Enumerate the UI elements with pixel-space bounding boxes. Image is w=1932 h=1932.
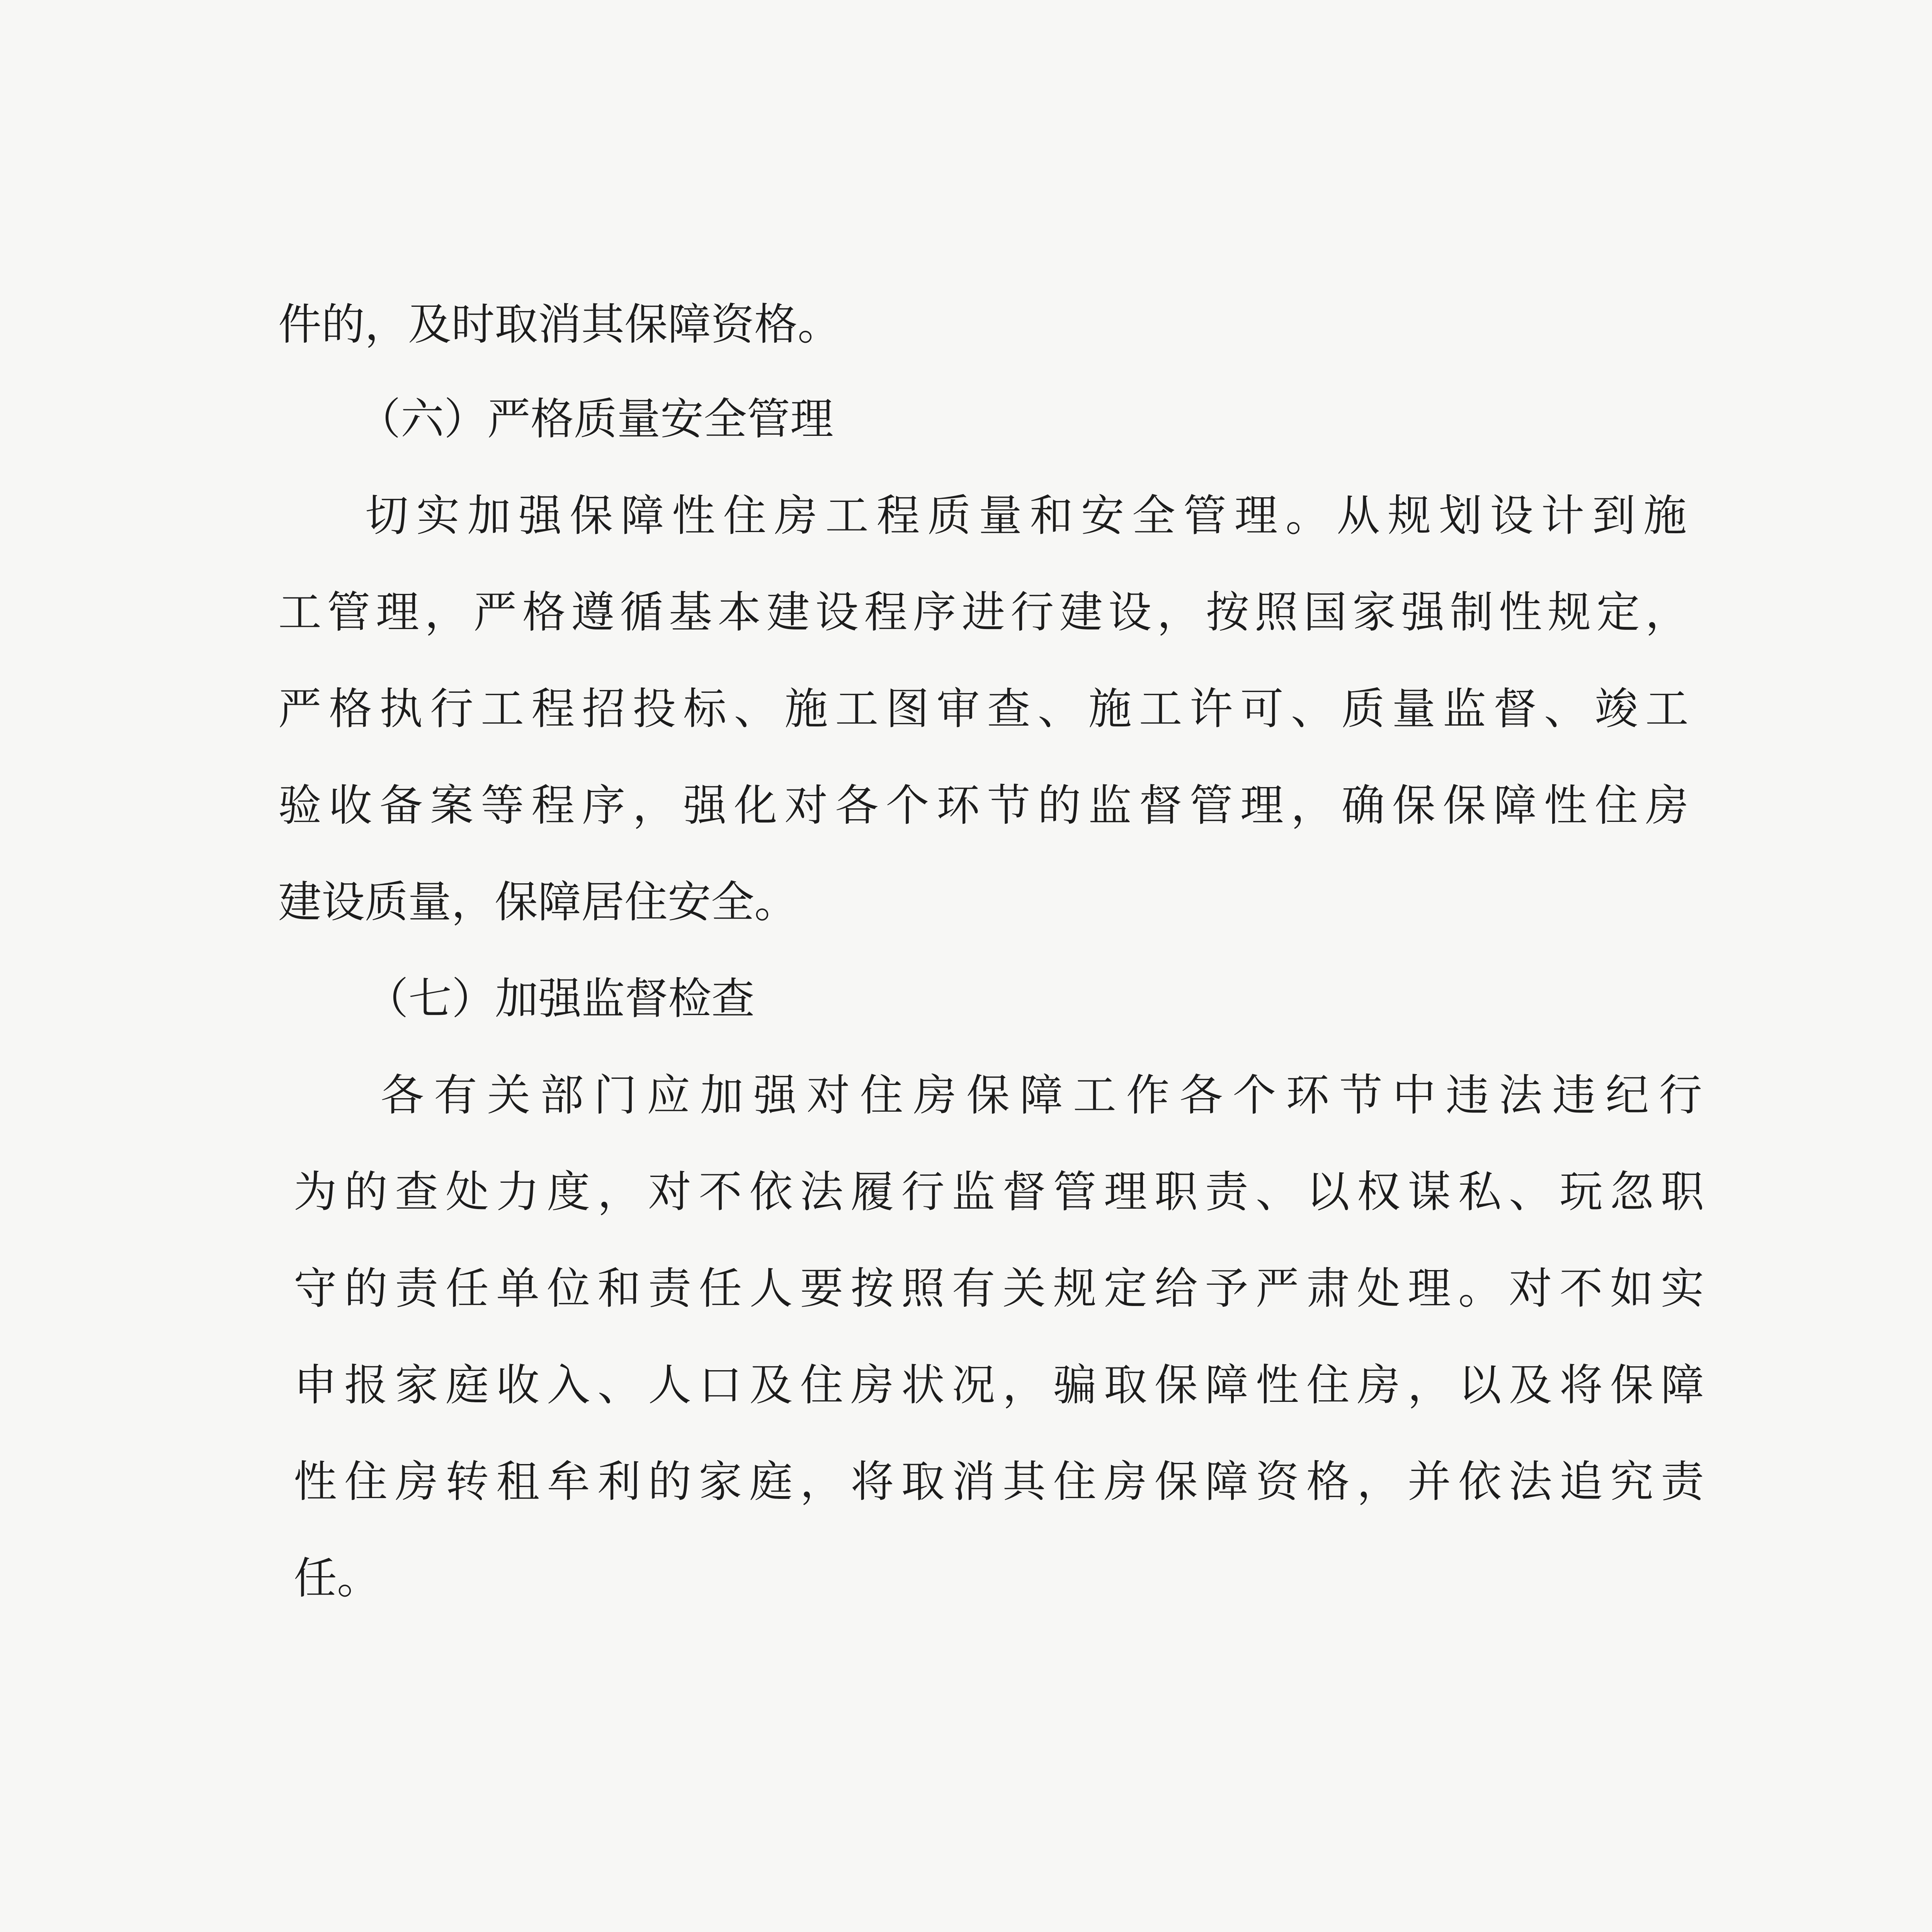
body-line-10: 为的查处力度，对不依法履行监督管理职责、以权谋私、玩忽职	[294, 1167, 1704, 1217]
body-line-6: 验收备案等程序，强化对各个环节的监督管理，确保保障性住房	[278, 781, 1689, 831]
body-line-1: 件的，及时取消其保障资格。	[278, 299, 841, 350]
body-line-11: 守的责任单位和责任人要按照有关规定给予严肃处理。对不如实	[294, 1264, 1704, 1314]
body-line-3: 切实加强保障性住房工程质量和安全管理。从规划设计到施	[365, 491, 1687, 541]
body-line-5: 严格执行工程招投标、施工图审查、施工许可、质量监督、竣工	[278, 684, 1689, 734]
section-heading-7: （七）加强监督检查	[365, 974, 755, 1024]
body-line-9: 各有关部门应加强对住房保障工作各个环节中违法违纪行	[381, 1070, 1702, 1121]
body-line-13: 性住房转租牟利的家庭，将取消其住房保障资格，并依法追究责	[294, 1457, 1704, 1507]
body-line-4: 工管理，严格遵循基本建设程序进行建设，按照国家强制性规定，	[278, 587, 1689, 638]
body-line-7: 建设质量，保障居住安全。	[278, 877, 798, 927]
body-line-14: 任。	[294, 1553, 380, 1604]
body-line-12: 申报家庭收入、人口及住房状况，骗取保障性住房，以及将保障	[294, 1360, 1704, 1410]
section-heading-6: （六）严格质量安全管理	[357, 394, 833, 444]
